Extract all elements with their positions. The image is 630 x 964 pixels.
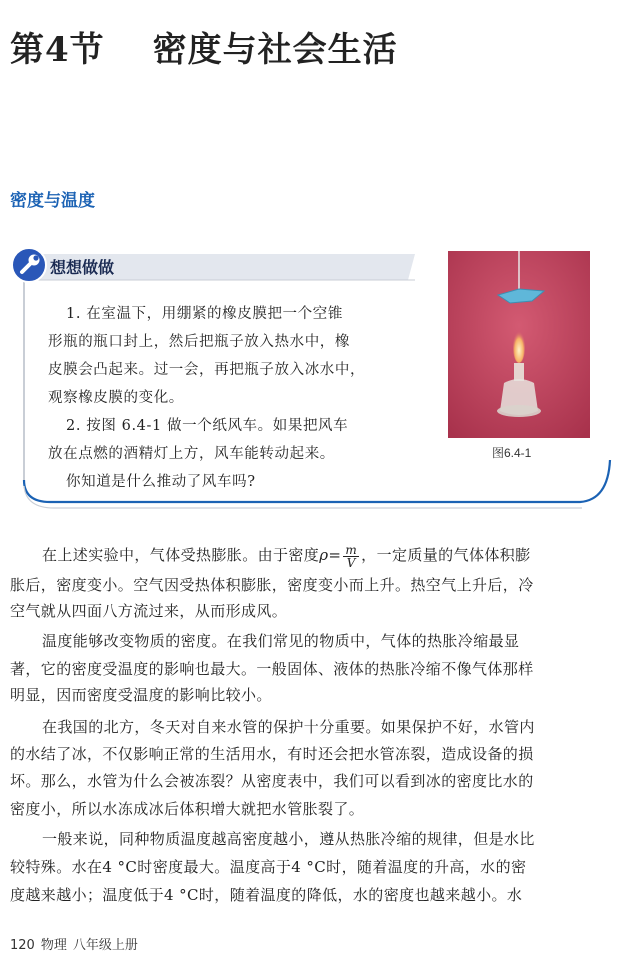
- activity-line: 皮膜会凸起来。过一会，再把瓶子放入冰水中，: [48, 362, 366, 378]
- activity-line: 观察橡皮膜的变化。: [48, 390, 184, 406]
- text-span: 在上述实验中，气体受热膨胀。由于密度: [42, 546, 320, 564]
- figure-photo: [448, 251, 590, 438]
- grade-label: 八年级上册: [72, 938, 138, 953]
- paragraph-line: 明显，因而密度受温度的影响比较小。: [10, 686, 272, 704]
- paragraph-line: [42, 542, 630, 569]
- page-footer: [10, 934, 144, 953]
- paragraph-line: 密度小，所以水冻成冰后体积增大就把水管胀裂了。: [10, 800, 365, 818]
- density-fraction: [343, 544, 359, 569]
- fraction-denominator: V: [346, 555, 356, 570]
- subject-label: 物理: [40, 938, 67, 953]
- activity-line: 形瓶的瓶口封上，然后把瓶子放入热水中，橡: [48, 334, 350, 350]
- paragraph-line: 在我国的北方，冬天对自来水管的保护十分重要。如果保护不好，水管内: [42, 718, 535, 736]
- paragraph-line: 的水结了冰，不仅影响正常的生活用水，有时还会把水管冻裂，造成设备的损: [10, 745, 534, 763]
- paragraph-line: 温度能够改变物质的密度。在我们常见的物质中，气体的热胀冷缩最显: [42, 632, 520, 650]
- paragraph-line: 胀后，密度变小。空气因受热体积膨胀，密度变小而上升。热空气上升后，冷: [10, 576, 534, 594]
- section-number: 第4节: [10, 30, 105, 70]
- figure-caption: 图6.4-1: [492, 446, 532, 460]
- activity-title: 想想做做: [50, 258, 115, 277]
- activity-line: 2. 按图 6.4-1 做一个纸风车。如果把风车: [66, 418, 349, 434]
- paragraph-line: 度越来越小；温度低于4 °C时，随着温度的降低，水的密度也越来越小。水: [10, 886, 523, 904]
- text-span: ，一定质量的气体体积膨: [361, 546, 531, 564]
- paragraph-line: 一般来说，同种物质温度越高密度越小，遵从热胀冷缩的规律，但是水比: [42, 830, 535, 848]
- paragraph-line: 著，它的密度受温度的影响也最大。一般固体、液体的热胀冷缩不像气体那样: [10, 660, 534, 678]
- wrench-icon: [10, 246, 48, 284]
- paragraph-line: 坏。那么，水管为什么会被冻裂？从密度表中，我们可以看到冰的密度比水的: [10, 772, 534, 790]
- activity-line: 放在点燃的酒精灯上方，风车能转动起来。: [48, 446, 335, 462]
- activity-line: 1. 在室温下，用绷紧的橡皮膜把一个空锥: [66, 306, 343, 322]
- paragraph-line: 较特殊。水在4 °C时密度最大。温度高于4 °C时，随着温度的升高，水的密: [10, 858, 527, 876]
- section-name: 密度与社会生活: [152, 30, 398, 70]
- rho-symbol: ρ=: [319, 546, 342, 564]
- activity-line: 你知道是什么推动了风车吗?: [66, 474, 256, 490]
- paragraph-line: 空气就从四面八方流过来，从而形成风。: [10, 602, 288, 620]
- subsection-title: 密度与温度: [10, 191, 95, 211]
- fraction-numerator: m: [345, 542, 358, 557]
- page-number: 120: [10, 938, 35, 953]
- section-title: [10, 22, 398, 71]
